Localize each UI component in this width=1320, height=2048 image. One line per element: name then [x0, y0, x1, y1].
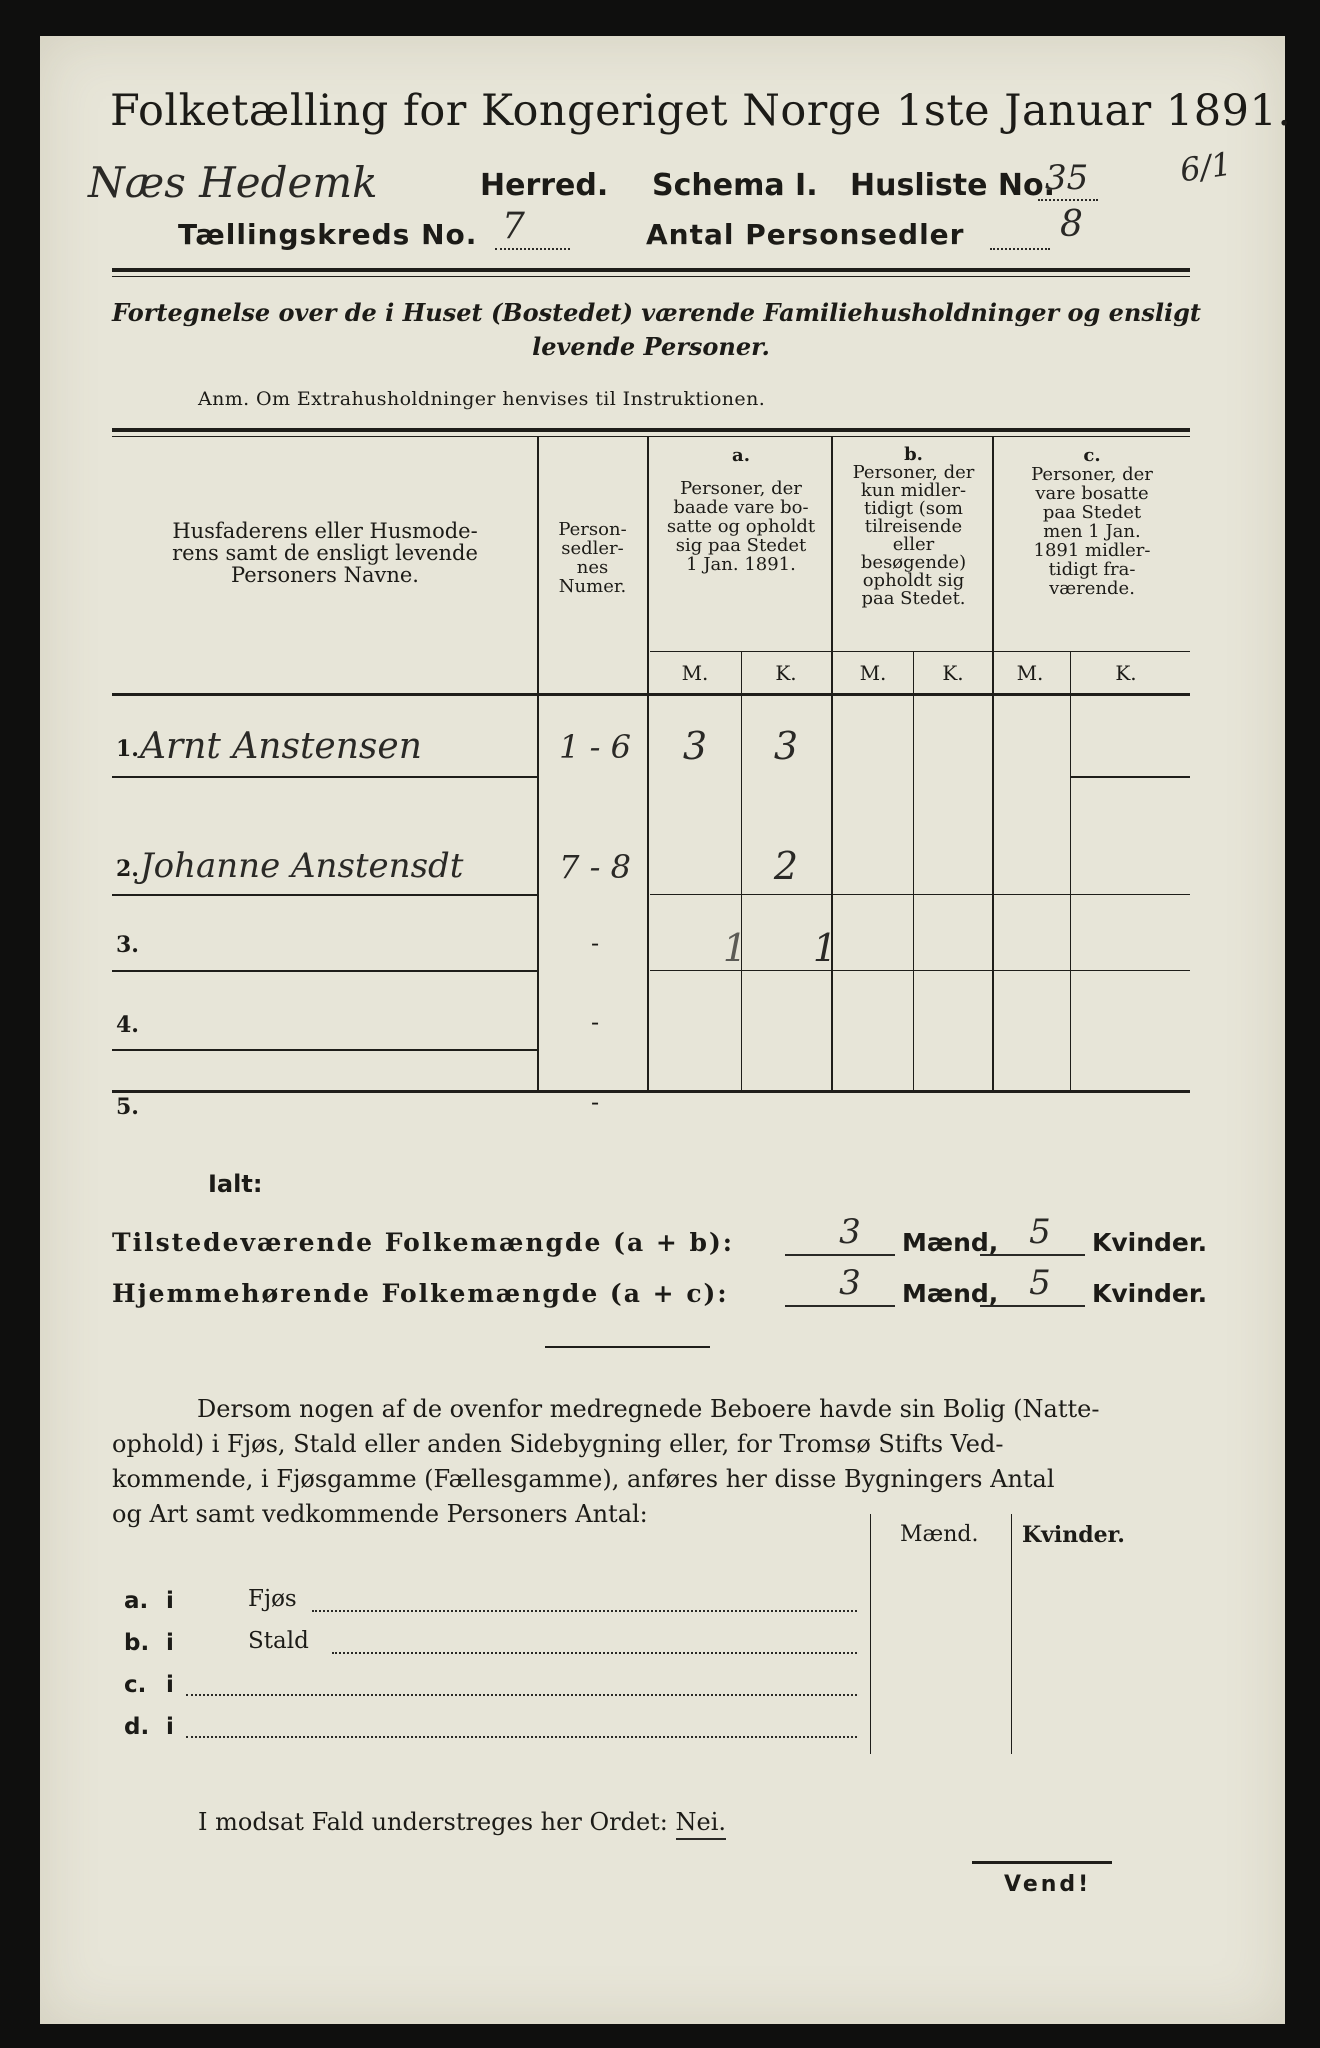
row-1-a-k: 3: [773, 724, 799, 768]
row-3-line-right: [650, 970, 1190, 971]
vline-b-mk: [913, 651, 914, 1092]
row-1-number: 1.: [116, 736, 139, 762]
building-col-maend: Mænd.: [900, 1522, 979, 1547]
section-divider: [545, 1346, 710, 1348]
building-vline-1: [870, 1514, 871, 1754]
intro-heading-2: levende Personer.: [532, 332, 770, 361]
husliste-dotline: [1038, 199, 1098, 201]
b-m-label: M.: [859, 661, 887, 685]
mk-header-rule: [650, 651, 1190, 652]
intro-heading-1: Fortegnelse over de i Huset (Bostedet) værende Familiehusholdninger og ensligt: [112, 298, 1201, 327]
c-m-label: M.: [1016, 661, 1044, 685]
col-b-header: b. Personer, der kun midler- tidigt (som tilreisende eller besøgende) opholdt sig paa Stedet.: [852, 444, 975, 609]
herred-label: Herred.: [480, 168, 609, 203]
row-3-a-m: 1: [722, 926, 748, 970]
row-3-a-k: 1: [812, 926, 838, 970]
nei-word: Nei.: [676, 1808, 727, 1840]
building-paragraph: Dersom nogen af de ovenfor medregnede Beboere havde sin Bolig (Natte- ophold) i Fjøs, Stald eller anden Sidebygning eller, for Tromsø Stifts Ved- kommende, i Fjøsgamme (Fællesgamme), anføres her disse Bygningers Antal og Art samt vedkommende Personers Antal:: [112, 1395, 1100, 1528]
row-1-line: [112, 776, 537, 778]
row-3-number: 3.: [116, 932, 139, 958]
a-k-label: K.: [775, 661, 797, 685]
row-2-sedler: 7 - 8: [559, 848, 631, 886]
vline-b: [992, 436, 994, 1092]
row-2-a-k: 2: [773, 844, 799, 888]
total-line-2-k: 5: [1029, 1263, 1051, 1303]
row-4-sedler: -: [590, 1008, 600, 1036]
item-b-i: i: [166, 1630, 174, 1656]
table-top-rule-thin: [112, 436, 1190, 437]
total-line-2-k-underline: [980, 1305, 1085, 1307]
table-header-rule: [112, 693, 1190, 696]
kreds-label: Tællingskreds No.: [178, 218, 478, 251]
row-1-sedler: 1 - 6: [559, 728, 631, 766]
total-line-1-kvinder: Kvinder.: [1092, 1228, 1208, 1257]
total-line-1-k: 5: [1029, 1212, 1051, 1252]
table-top-rule: [112, 428, 1190, 432]
total-line-2-m-underline: [785, 1305, 895, 1307]
table-bottom-rule: [112, 1090, 1190, 1093]
form-title: Folketælling for Kongeriget Norge 1ste Januar 1891.: [110, 86, 1292, 136]
kreds-dotline: [495, 248, 570, 250]
antal-value: 8: [1060, 204, 1083, 245]
vline-c-mk: [1070, 651, 1071, 1092]
item-b-letter: b.: [124, 1630, 150, 1656]
col-a-header: a. Personer, der baade vare bo- satte og opholdt sig paa Stedet 1 Jan. 1891.: [666, 445, 816, 575]
total-line-1-maend: Mænd,: [902, 1228, 999, 1257]
row-1-line-c: [1070, 776, 1190, 778]
antal-dotline: [990, 248, 1050, 250]
item-c-i: i: [166, 1672, 174, 1698]
husliste-label: Husliste No.: [850, 168, 1055, 203]
item-a-letter: a.: [124, 1588, 149, 1614]
total-line-2-m: 3: [839, 1263, 861, 1303]
col-name-header: Husfaderens eller Husmode- rens samt de ensligt levende Personers Navne.: [172, 519, 478, 587]
row-1-a-m: 3: [682, 724, 708, 768]
header-rule-thin: [112, 276, 1190, 277]
schema-label: Schema I.: [652, 168, 818, 203]
item-a-i: i: [166, 1588, 174, 1614]
item-d-letter: d.: [124, 1714, 150, 1740]
total-line-2-maend: Mænd,: [902, 1279, 999, 1308]
census-form-sheet: [40, 36, 1292, 2024]
modsat-text: I modsat Fald understreges her Ordet: Nei.: [198, 1808, 726, 1836]
b-k-label: K.: [942, 661, 964, 685]
building-col-kvinder: Kvinder.: [1022, 1522, 1125, 1548]
row-4-line: [112, 1049, 537, 1051]
item-c-letter: c.: [124, 1672, 147, 1698]
antal-label: Antal Personsedler: [646, 218, 965, 251]
item-c-dotline: [186, 1694, 857, 1696]
total-line-1-m: 3: [839, 1212, 861, 1252]
total-line-1-m-underline: [785, 1254, 895, 1256]
building-vline-2: [1011, 1514, 1012, 1754]
vline-a-mk: [741, 651, 742, 1092]
item-d-i: i: [166, 1714, 174, 1740]
row-5-sedler: -: [590, 1088, 600, 1116]
item-a-label: Fjøs: [248, 1586, 297, 1612]
a-m-label: M.: [681, 661, 709, 685]
vline-num: [647, 436, 649, 1092]
anm-note: Anm. Om Extrahusholdninger henvises til Instruktionen.: [198, 388, 766, 410]
row-1-name: Arnt Anstensen: [140, 726, 422, 767]
margin-note: 6/1: [1177, 144, 1234, 190]
total-line-2-kvinder: Kvinder.: [1092, 1279, 1208, 1308]
row-4-number: 4.: [116, 1012, 139, 1038]
row-2-line: [112, 894, 537, 896]
row-2-line-right: [650, 894, 1190, 895]
row-3-sedler: -: [590, 929, 600, 957]
row-3-line: [112, 970, 537, 972]
total-line-1-label: Tilstedeværende Folkemængde (a + b):: [112, 1228, 735, 1257]
herred-handwritten: Næs Hedemk: [88, 158, 378, 207]
husliste-value: 35: [1045, 158, 1089, 198]
c-k-label: K.: [1115, 661, 1137, 685]
item-d-dotline: [186, 1736, 857, 1738]
vline-a: [831, 436, 833, 1092]
item-b-dotline: [332, 1652, 857, 1654]
total-line-2-label: Hjemmehørende Folkemængde (a + c):: [112, 1279, 729, 1308]
vend-label: Vend!: [1004, 1872, 1092, 1897]
vend-rule: [972, 1861, 1112, 1864]
row-2-number: 2.: [116, 856, 139, 882]
row-2-name: Johanne Anstensdt: [140, 846, 464, 886]
kreds-value: 7: [502, 206, 525, 247]
vline-name: [537, 436, 539, 1092]
item-b-label: Stald: [248, 1628, 309, 1654]
header-rule-thick: [112, 268, 1190, 272]
total-line-1-k-underline: [980, 1254, 1085, 1256]
item-a-dotline: [312, 1610, 857, 1612]
ialt-label: Ialt:: [208, 1170, 263, 1198]
col-num-header: Person- sedler- nes Numer.: [558, 519, 627, 597]
row-5-number: 5.: [116, 1094, 139, 1120]
col-c-header: c. Personer, der vare bosatte paa Stedet men 1 Jan. 1891 midler- tidigt fra- værende.: [1031, 445, 1153, 599]
